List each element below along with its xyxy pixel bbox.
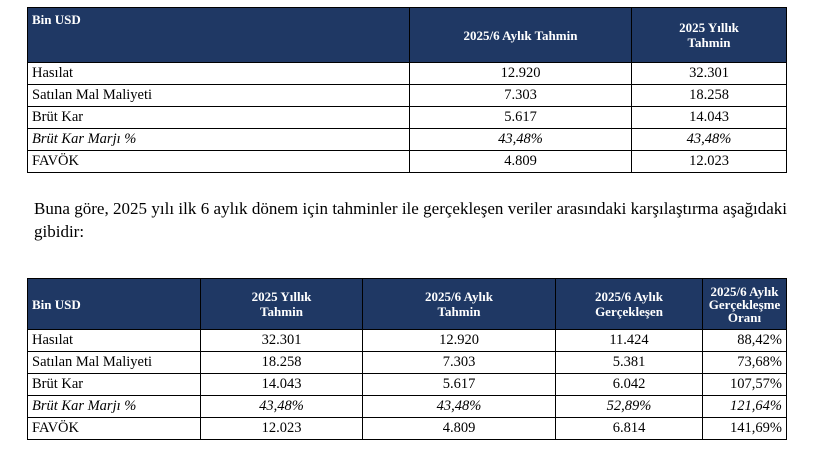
cell-6-month: 43,48%	[363, 396, 556, 418]
table-row	[28, 107, 787, 129]
cell-rate: 88,42%	[703, 330, 787, 352]
header-annual-forecast	[201, 279, 363, 330]
table-header-row	[28, 279, 787, 330]
cell-6-month: 4.809	[363, 418, 556, 440]
table-row	[28, 330, 787, 352]
header-line: Tahmin	[437, 304, 481, 319]
cell-annual: 32.301	[201, 330, 363, 352]
cell-6-month: 12.920	[363, 330, 556, 352]
table-row	[28, 396, 787, 418]
table-row	[28, 352, 787, 374]
comparison-table	[27, 278, 787, 440]
cell-6-month: 4.809	[410, 151, 632, 173]
comparison-paragraph: Buna göre, 2025 yılı ilk 6 aylık dönem için tahminler ile gerçekleşen veriler arasındaki karşılaştırma aşağıdaki gibidir:	[34, 199, 787, 241]
table-row	[28, 63, 787, 85]
row-label: Satılan Mal Maliyeti	[28, 352, 201, 374]
header-line: Gerçekleşme	[708, 296, 781, 312]
cell-annual: 32.301	[632, 63, 787, 85]
row-label: Satılan Mal Maliyeti	[28, 85, 410, 107]
cell-6-month: 7.303	[410, 85, 632, 107]
cell-rate: 107,57%	[703, 374, 787, 396]
table-row	[28, 374, 787, 396]
header-6-month-actual	[556, 279, 703, 330]
header-line: 2025 Yıllık	[251, 289, 312, 304]
header-6-month-forecast	[363, 279, 556, 330]
row-label: Brüt Kar Marjı %	[28, 396, 201, 418]
cell-6-month: 7.303	[363, 352, 556, 374]
table-row	[28, 418, 787, 440]
cell-annual: 14.043	[201, 374, 363, 396]
row-label: FAVÖK	[28, 151, 410, 173]
cell-actual: 11.424	[556, 330, 703, 352]
header-line: 2025/6 Aylık	[594, 289, 664, 304]
row-label: Hasılat	[28, 330, 201, 352]
cell-annual: 14.043	[632, 107, 787, 129]
row-label: Brüt Kar	[28, 107, 410, 129]
forecast-table	[27, 7, 787, 173]
cell-rate: 73,68%	[703, 352, 787, 374]
header-line: Oranı	[727, 309, 762, 325]
row-label: FAVÖK	[28, 418, 201, 440]
cell-rate: 141,69%	[703, 418, 787, 440]
table-row	[28, 85, 787, 107]
header-line: 2025/6 Aylık	[710, 283, 779, 299]
cell-6-month: 43,48%	[410, 129, 632, 151]
header-6-month-forecast: 2025/6 Aylık Tahmin	[410, 8, 632, 63]
cell-annual: 12.023	[632, 151, 787, 173]
header-line: Tahmin	[260, 304, 303, 319]
cell-annual: 43,48%	[632, 129, 787, 151]
header-line: 2025/6 Aylık	[424, 289, 494, 304]
cell-actual: 5.381	[556, 352, 703, 374]
row-label: Brüt Kar Marjı %	[28, 129, 410, 151]
header-annual-forecast	[632, 8, 787, 63]
header-line: Gerçekleşen	[595, 304, 663, 319]
cell-actual: 52,89%	[556, 396, 703, 418]
cell-annual: 18.258	[632, 85, 787, 107]
header-annual-forecast-line2: Tahmin	[687, 35, 731, 50]
cell-rate: 121,64%	[703, 396, 787, 418]
cell-annual: 43,48%	[201, 396, 363, 418]
header-annual-forecast-line1: 2025 Yıllık	[679, 20, 739, 35]
cell-annual: 18.258	[201, 352, 363, 374]
table-row	[28, 129, 787, 151]
cell-6-month: 12.920	[410, 63, 632, 85]
cell-annual: 12.023	[201, 418, 363, 440]
cell-6-month: 5.617	[363, 374, 556, 396]
table-row	[28, 151, 787, 173]
header-bin-usd: Bin USD	[28, 279, 201, 330]
header-realization-rate	[703, 279, 787, 330]
cell-actual: 6.814	[556, 418, 703, 440]
cell-6-month: 5.617	[410, 107, 632, 129]
cell-actual: 6.042	[556, 374, 703, 396]
row-label: Brüt Kar	[28, 374, 201, 396]
row-label: Hasılat	[28, 63, 410, 85]
table-header-row	[28, 8, 787, 63]
header-bin-usd: Bin USD	[28, 8, 410, 63]
